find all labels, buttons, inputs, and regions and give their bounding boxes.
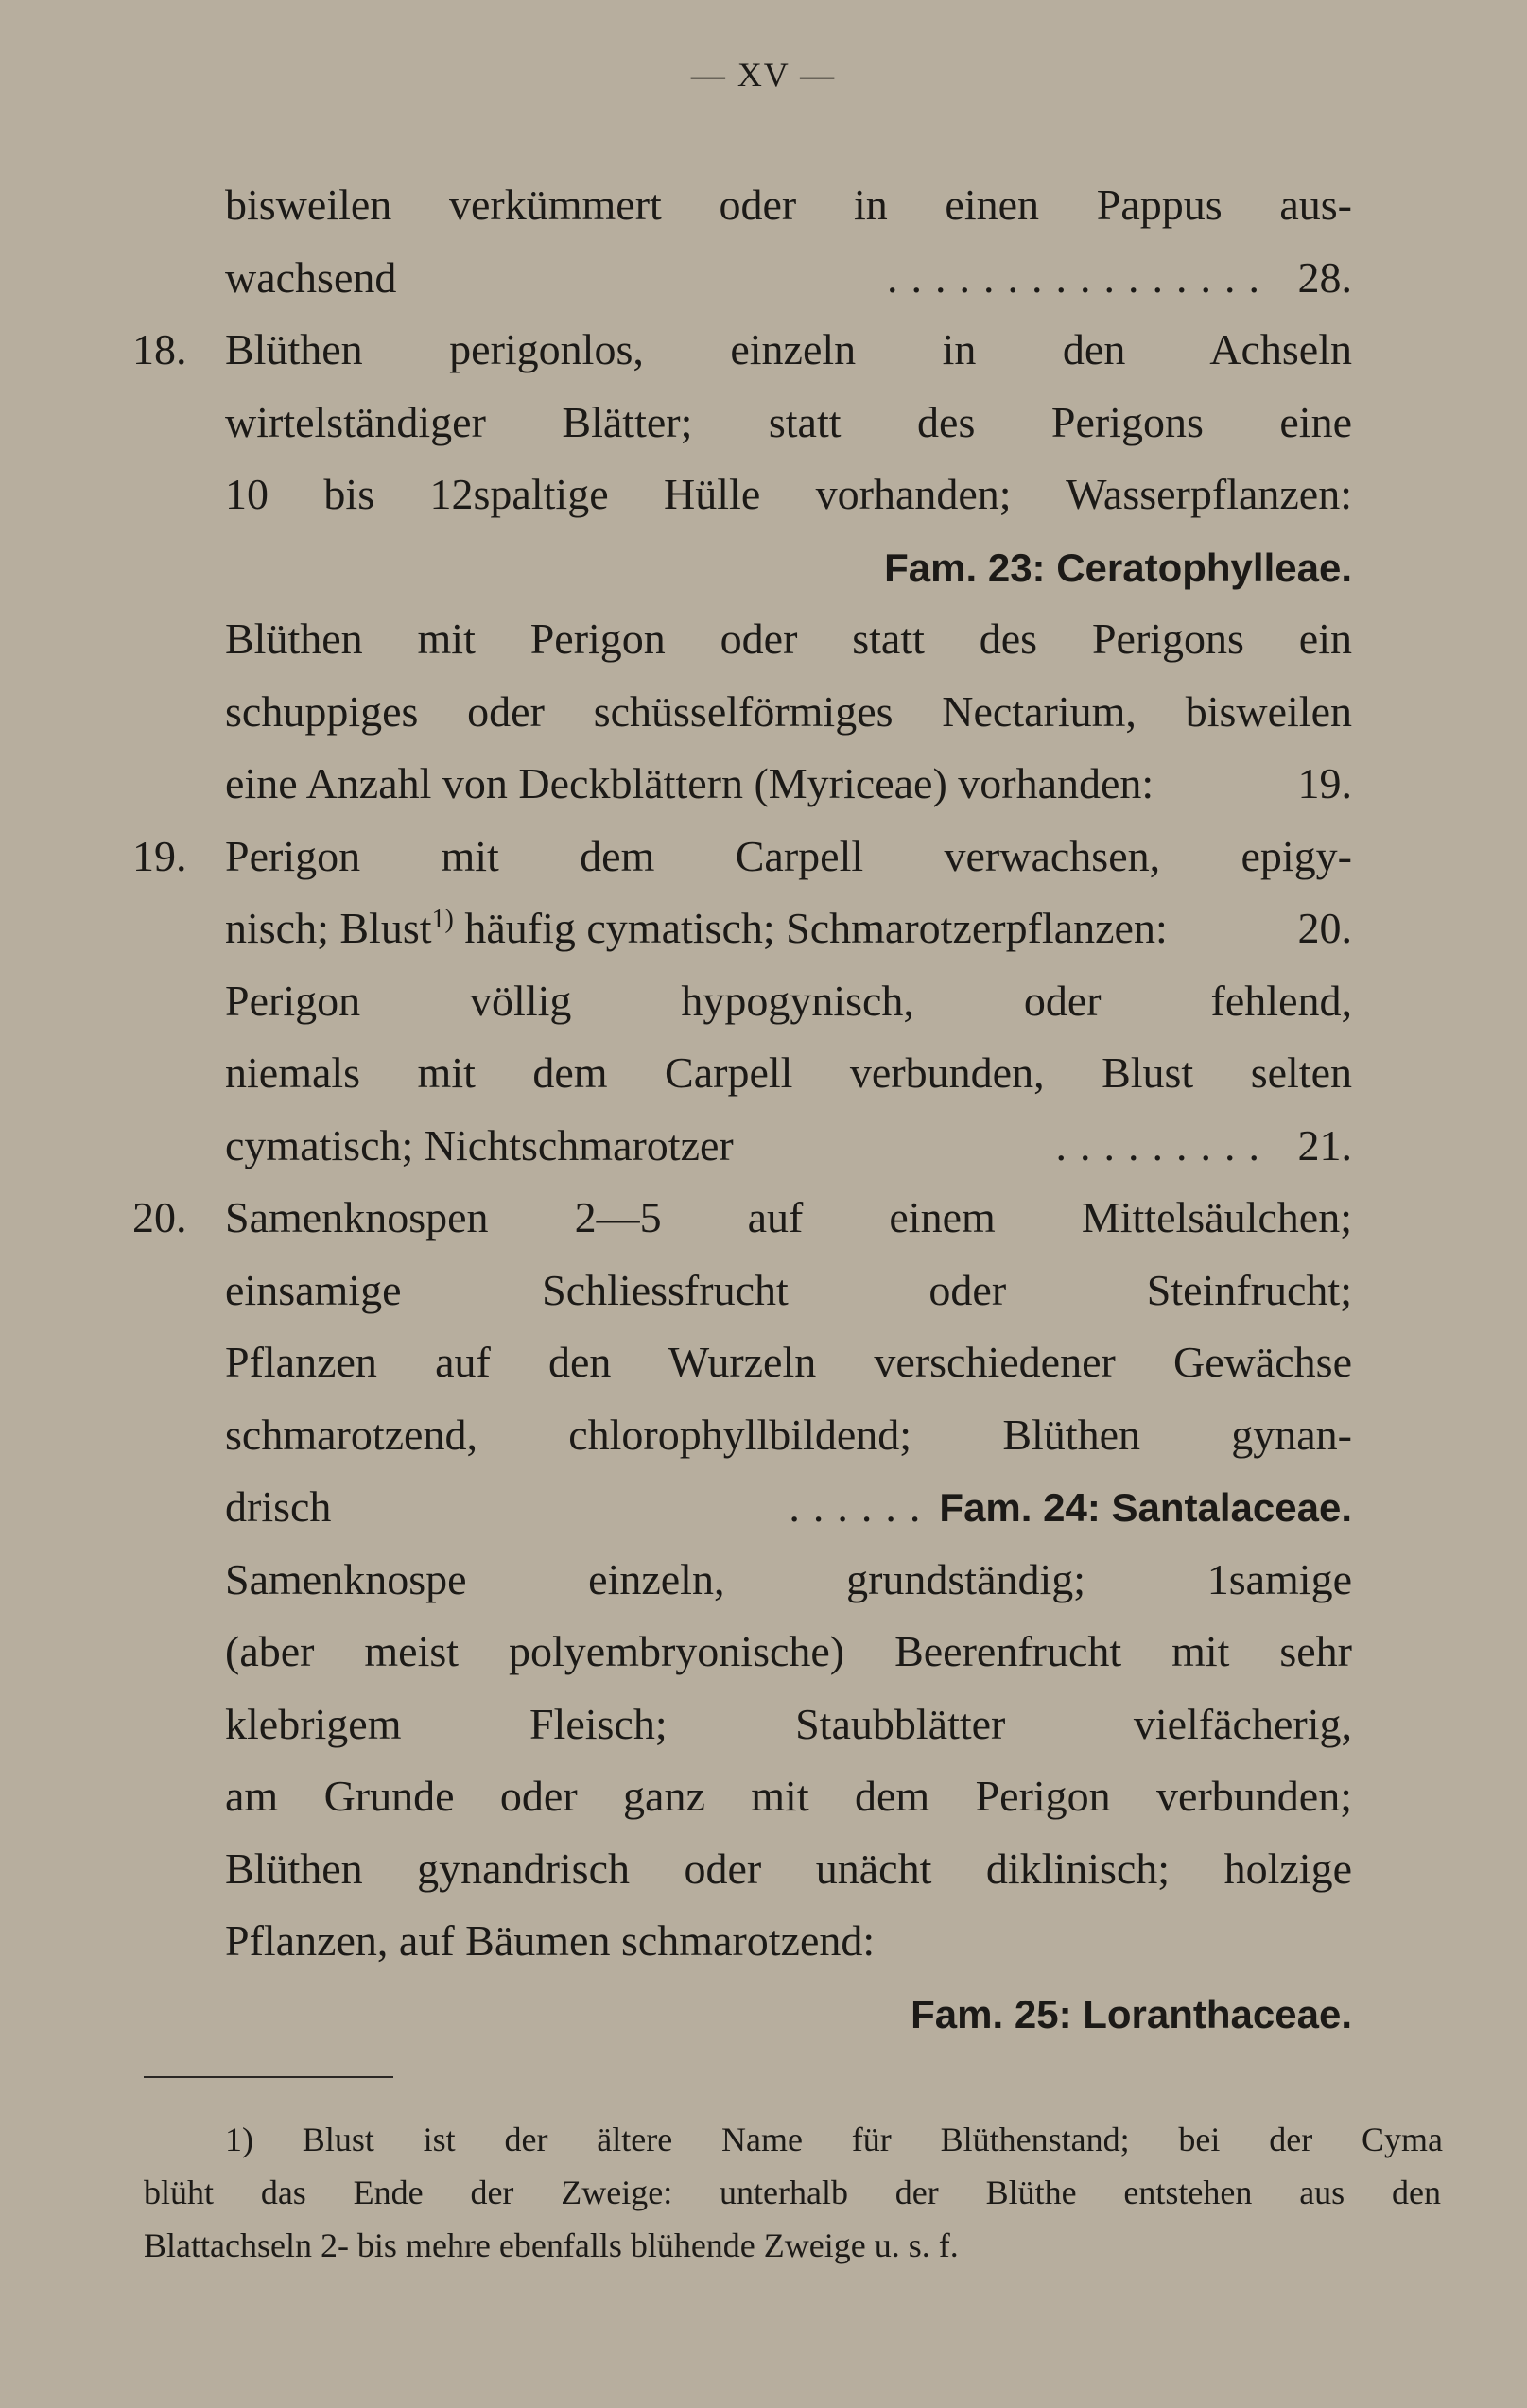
- lead-reference: 28.: [1297, 252, 1352, 302]
- dot-leader: ................: [887, 252, 1273, 302]
- text-line: Blüthen gynandrisch oder unächt diklinisch; holzige: [225, 1844, 1352, 1893]
- text-line: Samenknospen 2—5 auf einem Mittelsäulchen;: [225, 1193, 1352, 1241]
- text-line: wirtelständiger Blätter; statt des Perigons eine: [225, 397, 1352, 446]
- lead-reference: 21.: [1297, 1120, 1352, 1169]
- text-line: Blüthen mit Perigon oder statt des Perigons ein: [225, 615, 1352, 663]
- line-text: eine Anzahl von Deckblättern (Myriceae) vorhanden:: [225, 759, 1154, 807]
- text-line: schmarotzend, chlorophyllbildend; Blüthen gynan-: [225, 1410, 1352, 1459]
- line-text-part: nisch; Blust: [225, 904, 432, 952]
- entry-number: 19.: [132, 831, 187, 880]
- leader-line: [225, 751, 1352, 817]
- line-text: wachsend: [225, 252, 397, 302]
- text-line: 10 bis 12spaltige Hülle vorhanden; Wasserpflanzen:: [225, 470, 1352, 518]
- line-text-part: häufig cymatisch; Schmarotzerpflanzen:: [453, 904, 1168, 952]
- text-line: niemals mit dem Carpell verbunden, Blust selten: [225, 1048, 1352, 1097]
- text-line: Pflanzen, auf Bäumen schmarotzend:: [225, 1916, 876, 1965]
- text-line: schuppiges oder schüsselförmiges Nectarium, bisweilen: [225, 686, 1352, 736]
- lead-reference: 20.: [1297, 904, 1352, 952]
- line-text: drisch: [225, 1482, 332, 1531]
- dot-leader: .........: [1055, 1120, 1273, 1169]
- text-line: Perigon mit dem Carpell verwachsen, epigy-: [225, 831, 1352, 880]
- text-line: bisweilen verkümmert oder in einen Pappus aus-: [225, 181, 1352, 229]
- entry-number: 20.: [132, 1193, 187, 1241]
- text-line: Samenknospe einzeln, grundständig; 1samige: [225, 1554, 1352, 1603]
- text-line: einsamige Schliessfrucht oder Steinfrucht;: [225, 1265, 1352, 1314]
- line-text: cymatisch; Nichtschmarotzer: [225, 1120, 734, 1169]
- page-number: — XV —: [690, 56, 837, 94]
- family-label: Fam. 24: Santalaceae.: [939, 1485, 1352, 1530]
- text-line: am Grunde oder ganz mit dem Perigon verbunden;: [225, 1772, 1352, 1820]
- leader-line: [225, 1113, 1352, 1179]
- footnote-line: blüht das Ende der Zweige: unterhalb der Blüthe entstehen aus den: [144, 2174, 1441, 2211]
- entry-number: 18.: [132, 325, 187, 373]
- text-line: Pflanzen auf den Wurzeln verschiedener Gewächse: [225, 1338, 1352, 1386]
- leader-line: [225, 245, 1352, 311]
- text-line: (aber meist polyembryonische) Beerenfrucht mit sehr: [225, 1627, 1352, 1675]
- family-name: [225, 534, 1352, 600]
- family-name: [225, 1981, 1352, 2047]
- dot-leader: ......: [789, 1482, 934, 1531]
- line-text: [225, 895, 1168, 961]
- text-line: Perigon völlig hypogynisch, oder fehlend,: [225, 976, 1352, 1025]
- lead-reference: 19.: [1297, 759, 1352, 807]
- footnote-line: Blattachseln 2- bis mehre ebenfalls blühende Zweige u. s. f.: [144, 2226, 959, 2264]
- footnote-marker: 1): [431, 905, 454, 934]
- footnote-rule: [144, 2076, 393, 2078]
- family-label: Fam. 25: Loranthaceae.: [911, 1991, 1352, 2036]
- text-line: klebrigem Fleisch; Staubblätter vielfächerig,: [225, 1699, 1352, 1748]
- text-line: Blüthen perigonlos, einzeln in den Achseln: [225, 325, 1352, 373]
- footnote-line: 1) Blust ist der ältere Name für Blüthenstand; bei der Cyma: [225, 2121, 1443, 2158]
- family-label: Fam. 23: Ceratophylleae.: [884, 545, 1352, 590]
- leader-line: [225, 1474, 1352, 1540]
- leader-line: [225, 895, 1352, 961]
